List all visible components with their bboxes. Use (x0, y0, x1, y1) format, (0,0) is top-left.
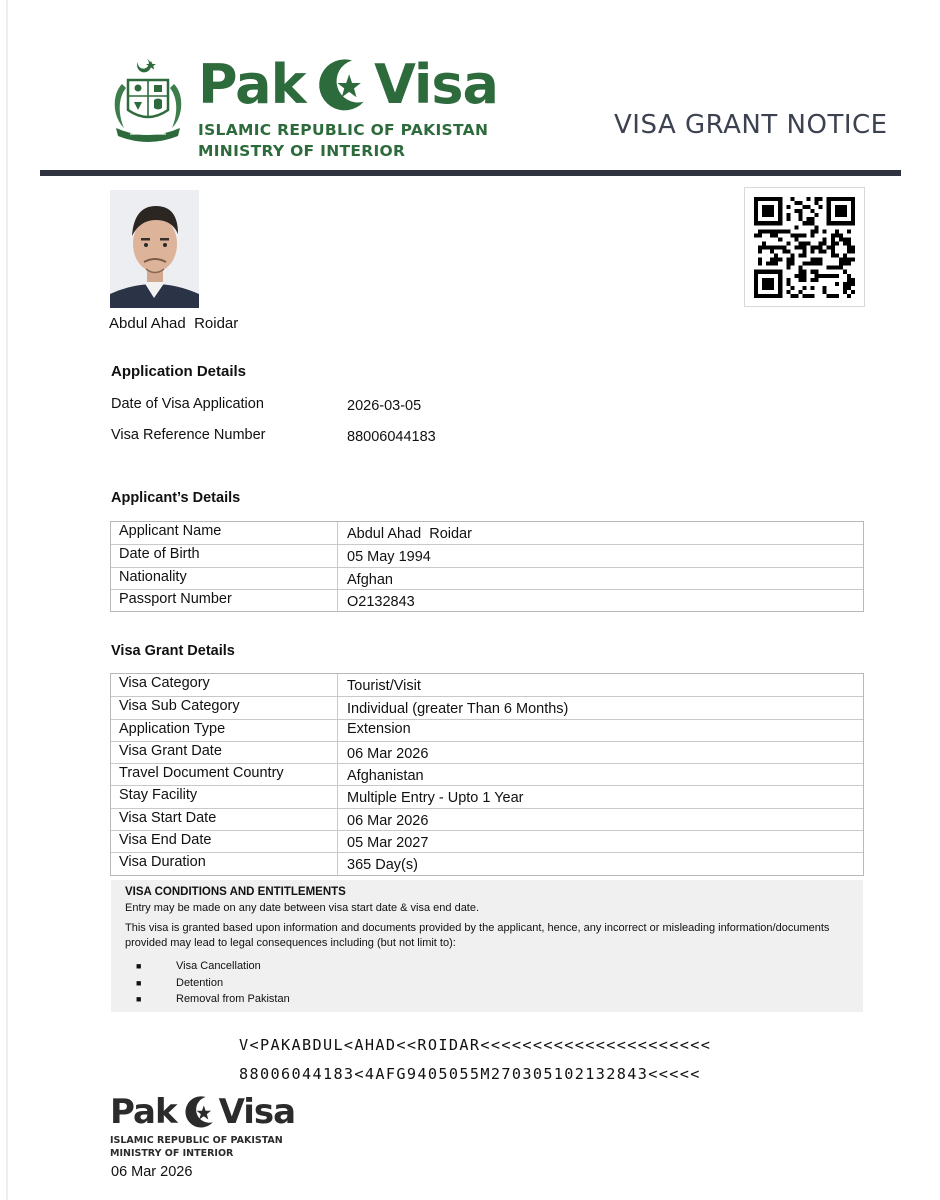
org-line-ministry: MINISTRY OF INTERIOR (198, 142, 406, 160)
consequences-list (125, 958, 863, 1008)
qr-code-icon (754, 197, 855, 298)
footer-date: 06 Mar 2026 (111, 1164, 193, 1180)
visa-category-label: Visa Category (111, 674, 338, 696)
table-row (111, 785, 863, 807)
applicant-details-table (110, 521, 864, 612)
visa-category-value: Tourist/Visit (347, 678, 421, 694)
page-edge (6, 0, 8, 1200)
state-emblem-icon (108, 54, 188, 144)
footer-crescent-star-icon (178, 1091, 220, 1133)
footer-org-line-ministry: MINISTRY OF INTERIOR (110, 1148, 234, 1159)
visa-start-date-value: 06 Mar 2026 (347, 812, 429, 829)
crescent-star-icon (307, 50, 376, 120)
date-of-birth-label: Date of Birth (111, 545, 338, 566)
qr-code (744, 187, 865, 307)
table-row (111, 696, 863, 718)
brand-word-right: Visa (374, 53, 498, 116)
visa-grant-date-label: Visa Grant Date (111, 742, 338, 763)
visa-duration-label: Visa Duration (111, 853, 338, 874)
table-row (111, 808, 863, 830)
applicant-details-title: Applicant’s Details (111, 490, 241, 506)
passport-number-value: O2132843 (347, 593, 415, 610)
consequence-detention: Detention (176, 976, 224, 989)
application-type-label: Application Type (111, 720, 338, 741)
visa-conditions-box (111, 880, 863, 1012)
visa-grant-details-title: Visa Grant Details (111, 643, 235, 659)
visa-grant-date-value: 06 Mar 2026 (347, 745, 429, 762)
table-row (111, 567, 863, 589)
brand-word-left: Pak (198, 53, 306, 116)
table-row (111, 589, 863, 611)
applicant-photo (110, 190, 199, 308)
table-row (111, 763, 863, 785)
nationality-value: Afghan (347, 571, 393, 588)
consequence-removal: Removal from Pakistan (176, 993, 290, 1005)
reference-number-value: 88006044183 (347, 429, 436, 445)
holder-name: Abdul Ahad Roidar (109, 315, 239, 332)
application-date-value: 2026-03-05 (347, 398, 422, 414)
conditions-title: VISA CONDITIONS AND ENTITLEMENTS (125, 886, 346, 898)
travel-document-country-label: Travel Document Country (111, 764, 338, 785)
application-date-row (111, 396, 811, 420)
table-row (111, 741, 863, 763)
visa-start-date-label: Visa Start Date (111, 809, 338, 830)
applicant-name-label: Applicant Name (111, 522, 338, 544)
applicant-name-value: Abdul Ahad Roidar (347, 526, 472, 542)
visa-end-date-label: Visa End Date (111, 831, 338, 852)
conditions-legal-text: This visa is granted based upon information and documents provided by the applicant, hence, any incorrect or misleading information/documents provided may lead to legal consequences including (but not limit to): (125, 922, 830, 949)
pakvisa-logo (198, 50, 498, 162)
list-item (136, 991, 863, 1008)
reference-number-row (111, 427, 811, 451)
notice-title: VISA GRANT NOTICE (614, 110, 888, 140)
visa-sub-category-label: Visa Sub Category (111, 697, 338, 718)
table-row (111, 522, 863, 544)
footer-org-line-republic: ISLAMIC REPUBLIC OF PAKISTAN (110, 1135, 283, 1146)
visa-duration-value: 365 Day(s) (347, 857, 418, 874)
conditions-entry-text: Entry may be made on any date between visa start date & visa end date. (125, 902, 480, 914)
table-row (111, 674, 863, 696)
mrz-line-1: V<PAKABDUL<AHAD<<ROIDAR<<<<<<<<<<<<<<<<<<<<<< (239, 1036, 712, 1054)
passport-number-label: Passport Number (111, 590, 338, 611)
bullet-icon: ■ (136, 961, 142, 971)
visa-grant-details-table (110, 673, 864, 876)
stay-facility-value: Multiple Entry - Upto 1 Year (347, 790, 524, 807)
application-date-label: Date of Visa Application (111, 396, 264, 412)
footer-pakvisa-logo (110, 1090, 310, 1160)
list-item (136, 975, 863, 992)
consequence-cancellation: Visa Cancellation (176, 960, 261, 972)
stay-facility-label: Stay Facility (111, 786, 338, 807)
footer-brand-word-left: Pak (110, 1092, 177, 1132)
application-type-value: Extension (347, 720, 411, 737)
reference-number-label: Visa Reference Number (111, 427, 266, 443)
table-row (111, 544, 863, 566)
table-row (111, 852, 863, 874)
table-row (111, 719, 863, 741)
date-of-birth-value: 05 May 1994 (347, 549, 431, 566)
footer-brand-word-right: Visa (218, 1092, 296, 1132)
brand-wordmark (198, 50, 498, 120)
bullet-icon: ■ (136, 977, 142, 988)
travel-document-country-value: Afghanistan (347, 768, 424, 785)
nationality-label: Nationality (111, 568, 338, 589)
header-divider (40, 170, 901, 176)
table-row (111, 830, 863, 852)
mrz-line-2: 88006044183<4AFG9405055M270305102132843<<<<< (239, 1065, 701, 1083)
application-details-title: Application Details (111, 363, 247, 380)
footer-wordmark (110, 1090, 310, 1134)
org-line-republic: ISLAMIC REPUBLIC OF PAKISTAN (198, 121, 489, 139)
bullet-icon: ■ (136, 994, 142, 1004)
visa-end-date-value: 05 Mar 2027 (347, 835, 429, 852)
visa-sub-category-value: Individual (greater Than 6 Months) (347, 701, 569, 718)
list-item (136, 958, 863, 975)
